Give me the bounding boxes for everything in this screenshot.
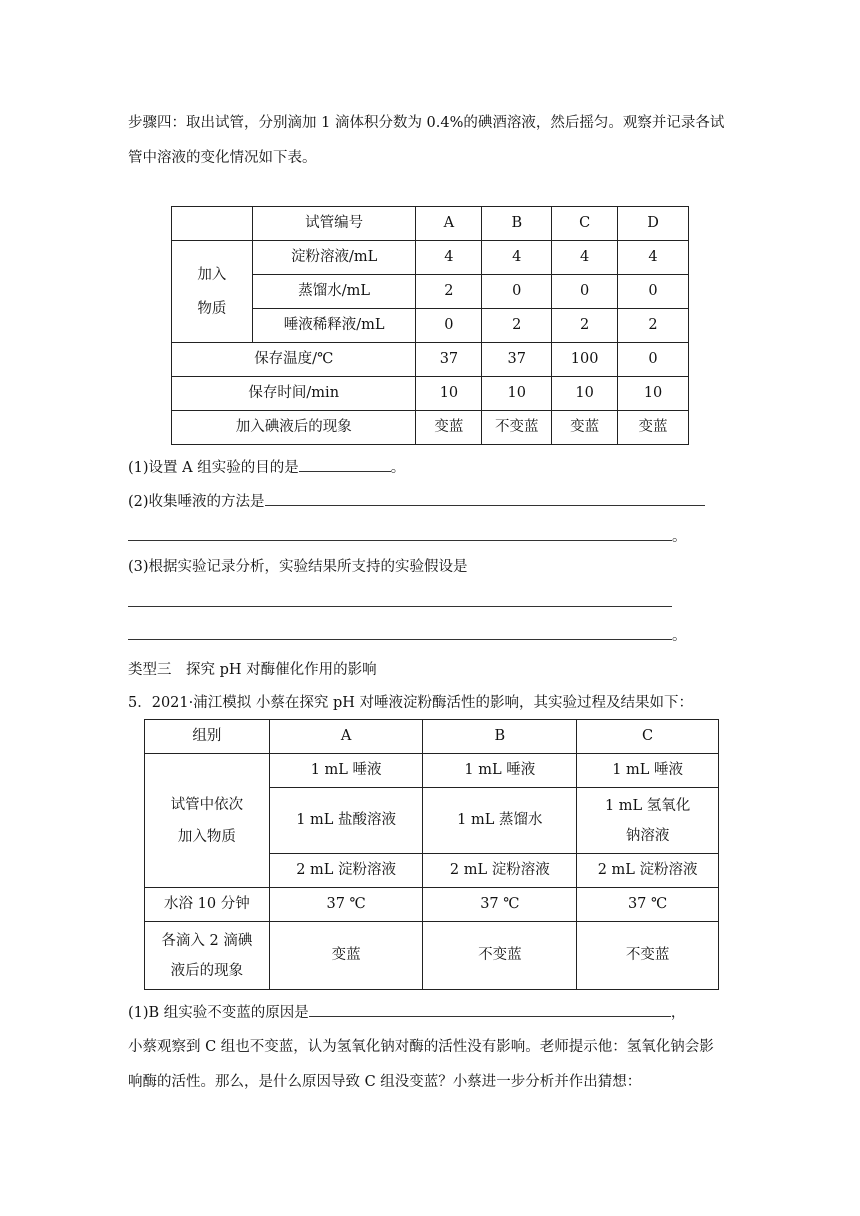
- table1-cell: 变蓝: [416, 411, 482, 445]
- table1-header-label: 试管编号: [252, 207, 416, 241]
- table1-cell: 10: [552, 377, 618, 411]
- table1-row-label: 保存温度/℃: [172, 343, 416, 377]
- table2-result-label: [145, 922, 270, 990]
- table2-cell: 变蓝: [269, 922, 423, 990]
- table1-row-label: 唾液稀释液/mL: [252, 309, 416, 343]
- table1-cell: 4: [416, 241, 482, 275]
- table2-cell: [577, 788, 719, 854]
- table1-header-b: B: [482, 207, 552, 241]
- question-b-text: (1)B 组实验不变蓝的原因是: [128, 1005, 309, 1021]
- table1-cell: 10: [618, 377, 689, 411]
- section-title: 类型三 探究 pH 对酶催化作用的影响: [128, 662, 377, 678]
- table2-cell: 2 mL 淀粉溶液: [423, 854, 577, 888]
- table1-row-label: 保存时间/min: [172, 377, 416, 411]
- table1-cell: 0: [416, 309, 482, 343]
- table1-row-label: 蒸馏水/mL: [252, 275, 416, 309]
- table2-cell: 2 mL 淀粉溶液: [577, 854, 719, 888]
- experiment-table-2: [144, 719, 719, 990]
- question-1-end: 。: [390, 460, 406, 476]
- problem-5-stem: 5．2021·浦江模拟 小蔡在探究 pH 对唾液淀粉酶活性的影响，其实验过程及结果如下：: [128, 695, 693, 711]
- table2-header-a: A: [269, 720, 423, 754]
- table2-cell: 不变蓝: [423, 922, 577, 990]
- table1-cell: 不变蓝: [482, 411, 552, 445]
- table2-cell: 37 ℃: [423, 888, 577, 922]
- table1-cell: 0: [552, 275, 618, 309]
- table2-cell: 37 ℃: [577, 888, 719, 922]
- table1-header-c: C: [552, 207, 618, 241]
- table2-header-b: B: [423, 720, 577, 754]
- paragraph-line-3: 响酶的活性。那么，是什么原因导致 C 组没变蓝？小蔡进一步分析并作出猜想：: [128, 1074, 642, 1090]
- table1-header-a: A: [416, 207, 482, 241]
- table1-cell: 4: [482, 241, 552, 275]
- table1-cell: 变蓝: [552, 411, 618, 445]
- question-2-line-2: [128, 525, 687, 547]
- question-3-end: 。: [672, 628, 687, 644]
- table1-cell: 37: [416, 343, 482, 377]
- answer-blank-1[interactable]: [299, 456, 391, 472]
- question-3: (3)根据实验记录分析，实验结果所支持的实验假设是: [128, 559, 468, 575]
- table1-corner: [172, 207, 253, 241]
- table2-cell: 2 mL 淀粉溶液: [269, 854, 423, 888]
- table2-group-label-line2: 加入物质: [177, 828, 236, 845]
- table2-cell: 1 mL 唾液: [269, 754, 423, 788]
- table2-result-label-line1: 各滴入 2 滴碘: [161, 932, 253, 949]
- answer-blank-2[interactable]: [265, 490, 705, 506]
- question-2: [128, 490, 705, 512]
- table1-cell: 37: [482, 343, 552, 377]
- table1-cell: 2: [552, 309, 618, 343]
- table1-header-d: D: [618, 207, 689, 241]
- answer-blank-2b[interactable]: [128, 525, 672, 541]
- table1-cell: 2: [482, 309, 552, 343]
- paragraph-line-2: 小蔡观察到 C 组也不变蓝，认为氢氧化钠对酶的活性没有影响。老师提示他：氢氧化钠会影: [128, 1039, 714, 1055]
- answer-blank-3b[interactable]: [128, 624, 672, 640]
- question-1: [128, 456, 405, 478]
- table1-group-label: [172, 241, 253, 343]
- table1-cell: 2: [416, 275, 482, 309]
- table2-cell-line2: 钠溶液: [625, 827, 670, 844]
- intro-line-1: 步骤四：取出试管，分别滴加 1 滴体积分数为 0.4%的碘酒溶液，然后摇匀。观察并记录各试: [128, 115, 725, 131]
- table1-cell: 2: [618, 309, 689, 343]
- table2-bath-label: 水浴 10 分钟: [145, 888, 270, 922]
- answer-blank-3[interactable]: [128, 606, 672, 607]
- table1-cell: 0: [618, 343, 689, 377]
- table2-cell: 不变蓝: [577, 922, 719, 990]
- table2-result-label-line2: 液后的现象: [170, 962, 244, 979]
- table2-cell: 1 mL 唾液: [577, 754, 719, 788]
- experiment-table-1: [171, 206, 689, 445]
- table1-group-label-line1: 加入: [197, 266, 227, 283]
- intro-line-2: 管中溶液的变化情况如下表。: [128, 150, 317, 166]
- question-2-end: 。: [672, 529, 687, 545]
- table2-header-c: C: [577, 720, 719, 754]
- question-1-text: (1)设置 A 组实验的目的是: [128, 460, 299, 476]
- table2-header-label: 组别: [145, 720, 270, 754]
- table1-cell: 变蓝: [618, 411, 689, 445]
- table2-cell: 37 ℃: [269, 888, 423, 922]
- question-b: [128, 1001, 685, 1023]
- table2-cell: 1 mL 盐酸溶液: [269, 788, 423, 854]
- table2-cell-line1: 1 mL 氢氧化: [604, 797, 691, 814]
- table1-cell: 4: [552, 241, 618, 275]
- table1-cell: 4: [618, 241, 689, 275]
- table2-cell: 1 mL 唾液: [423, 754, 577, 788]
- question-b-end: ，: [670, 1005, 686, 1021]
- table2-group-label-line1: 试管中依次: [170, 796, 244, 813]
- table1-row-label: 淀粉溶液/mL: [252, 241, 416, 275]
- table1-cell: 0: [618, 275, 689, 309]
- table1-cell: 10: [416, 377, 482, 411]
- answer-blank-b[interactable]: [309, 1001, 671, 1017]
- table2-cell: 1 mL 蒸馏水: [423, 788, 577, 854]
- question-2-text: (2)收集唾液的方法是: [128, 494, 265, 510]
- table2-group-label: [145, 754, 270, 888]
- table1-cell: 100: [552, 343, 618, 377]
- table1-cell: 10: [482, 377, 552, 411]
- table1-group-label-line2: 物质: [197, 300, 227, 317]
- table1-cell: 0: [482, 275, 552, 309]
- question-3-line-2: [128, 624, 687, 646]
- table1-row-label: 加入碘液后的现象: [172, 411, 416, 445]
